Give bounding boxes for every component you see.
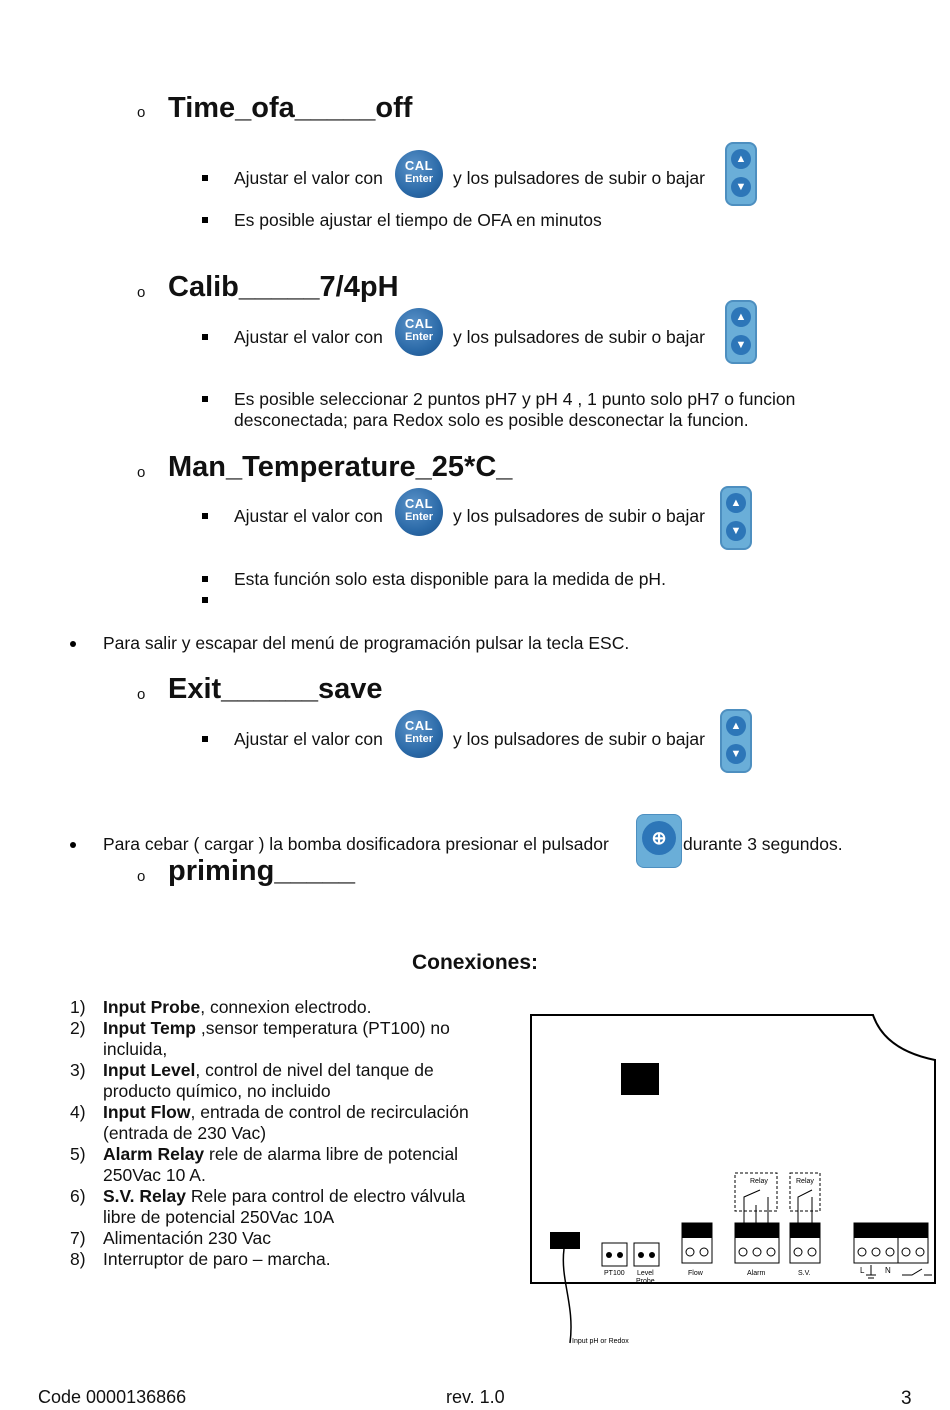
list-number: 5) — [70, 1144, 86, 1164]
square-bullet — [202, 217, 208, 223]
square-bullet — [202, 175, 208, 181]
esc-text: Para salir y escapar del menú de programación pulsar la tecla ESC. — [103, 633, 630, 653]
footer-revision: rev. 1.0 — [446, 1387, 505, 1407]
pt100-label: PT100 — [604, 1270, 625, 1277]
flow-label: Flow — [688, 1270, 703, 1277]
cal-enter-icon: CAL Enter — [395, 308, 443, 356]
list-number: 6) — [70, 1186, 86, 1206]
updown-text: y los pulsadores de subir o bajar — [453, 168, 705, 188]
prime-text-b: durante 3 segundos. — [683, 834, 843, 854]
list-item: Input Flow, entrada de control de recirculación (entrada de 230 Vac) — [103, 1102, 469, 1143]
probe-label: Probe — [636, 1278, 655, 1285]
square-bullet — [202, 334, 208, 340]
sv-label: S.V. — [798, 1270, 811, 1277]
up-down-buttons-icon: ▲ ▼ — [725, 142, 757, 206]
relay1-label: Relay — [750, 1178, 768, 1185]
adjust-text: Ajustar el valor con — [234, 506, 383, 526]
l-label: L — [860, 1266, 865, 1275]
level-label: Level — [637, 1270, 654, 1277]
list-item: Input Temp ,sensor temperatura (PT100) no incluida, — [103, 1018, 450, 1059]
section-heading-exit: Exit______save — [168, 673, 383, 705]
updown-text: y los pulsadores de subir o bajar — [453, 729, 705, 749]
sub-bullet: o — [137, 868, 146, 885]
bullet-dot — [70, 641, 76, 647]
adjust-text: Ajustar el valor con — [234, 168, 383, 188]
adjust-text: Ajustar el valor con — [234, 327, 383, 347]
square-bullet — [202, 576, 208, 582]
list-item: S.V. Relay Rele para control de electro válvula libre de potencial 250Vac 10A — [103, 1186, 466, 1227]
section-heading-calib: Calib_____7/4pH — [168, 271, 399, 303]
level-terminal — [634, 1243, 659, 1266]
cal-enter-icon: CAL Enter — [395, 150, 443, 198]
item-text: Esta función solo esta disponible para la medida de pH. — [234, 569, 666, 589]
list-item: Input Level, control de nivel del tanque de producto químico, no incluido — [103, 1060, 434, 1101]
probe-cable — [563, 1249, 571, 1343]
alarm-label: Alarm — [747, 1270, 766, 1277]
plus-button-icon: ⊕ — [636, 814, 682, 868]
square-bullet — [202, 396, 208, 402]
up-down-buttons-icon: ▲ ▼ — [720, 709, 752, 773]
n-label: N — [885, 1266, 891, 1275]
section-heading-man-temperature: Man_Temperature_25*C_ — [168, 451, 513, 483]
relay2-label: Relay — [796, 1178, 814, 1185]
pt100-terminal — [602, 1243, 627, 1266]
square-bullet — [202, 736, 208, 742]
input-label: Input pH or Redox — [572, 1338, 629, 1345]
list-number: 1) — [70, 997, 86, 1017]
cal-enter-icon: CAL Enter — [395, 710, 443, 758]
item-text: Es posible seleccionar 2 puntos pH7 y pH 4 , 1 punto solo pH7 o funcion — [234, 389, 796, 409]
list-item: Input Probe, connexion electrodo. — [103, 997, 372, 1017]
list-number: 4) — [70, 1102, 86, 1122]
list-item: Interruptor de paro – marcha. — [103, 1249, 331, 1269]
sub-bullet: o — [137, 284, 146, 301]
up-down-buttons-icon: ▲ ▼ — [725, 300, 757, 364]
section-heading-time-ofa: Time_ofa_____off — [168, 92, 413, 124]
square-bullet — [202, 597, 208, 603]
updown-text: y los pulsadores de subir o bajar — [453, 506, 705, 526]
wiring-diagram — [520, 1005, 945, 1350]
connections-title: Conexiones: — [411, 951, 539, 974]
cal-enter-icon: CAL Enter — [395, 488, 443, 536]
list-number: 8) — [70, 1249, 86, 1269]
switch-symbol — [902, 1269, 932, 1275]
list-number: 2) — [70, 1018, 86, 1038]
list-number: 3) — [70, 1060, 86, 1080]
display-block — [621, 1063, 659, 1095]
sub-bullet: o — [137, 464, 146, 481]
up-down-buttons-icon: ▲ ▼ — [720, 486, 752, 550]
probe-connector — [550, 1232, 580, 1249]
sub-bullet: o — [137, 686, 146, 703]
updown-text: y los pulsadores de subir o bajar — [453, 327, 705, 347]
list-item: Alimentación 230 Vac — [103, 1228, 271, 1248]
item-text: Es posible ajustar el tiempo de OFA en minutos — [234, 210, 602, 230]
footer-code: Code 0000136866 — [38, 1387, 187, 1407]
item-text-cont: desconectada; para Redox solo es posible desconectar la funcion. — [234, 410, 749, 430]
page-number: 3 — [901, 1388, 912, 1409]
section-heading-priming: priming_____ — [168, 855, 355, 887]
list-item: Alarm Relay rele de alarma libre de potencial 250Vac 10 A. — [103, 1144, 459, 1185]
bullet-dot — [70, 842, 76, 848]
square-bullet — [202, 513, 208, 519]
sub-bullet: o — [137, 104, 146, 121]
prime-text-a: Para cebar ( cargar ) la bomba dosificadora presionar el pulsador — [103, 834, 609, 854]
adjust-text: Ajustar el valor con — [234, 729, 383, 749]
list-number: 7) — [70, 1228, 86, 1248]
